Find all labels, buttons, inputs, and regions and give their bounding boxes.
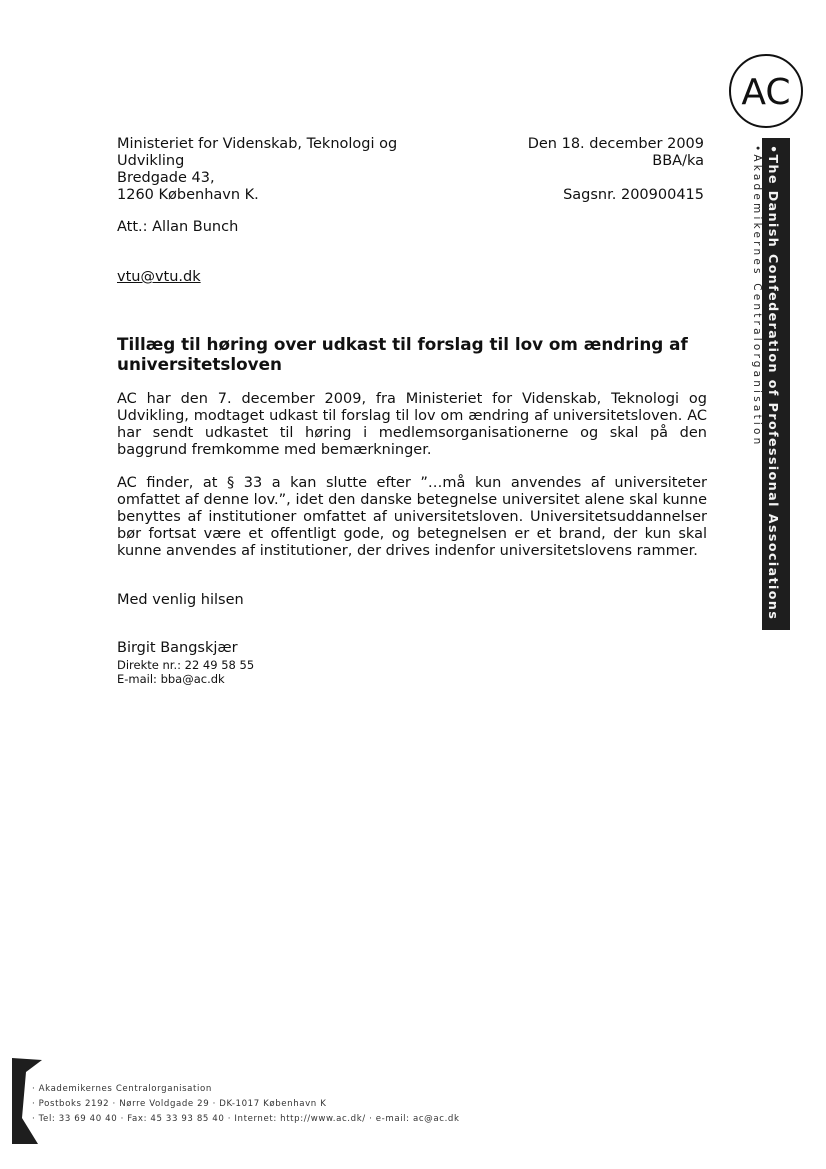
recipient-line: Ministeriet for Videnskab, Teknologi og bbox=[117, 136, 398, 152]
letter-reference: BBA/ka bbox=[652, 153, 704, 169]
footer-address: · Postboks 2192 · Nørre Voldgade 29 · DK-1017 København K bbox=[32, 1099, 327, 1109]
signature-name: Birgit Bangskjær bbox=[117, 640, 238, 656]
recipient-line: Udvikling bbox=[117, 153, 185, 169]
band-text: •The Danish Confederation of Professional Associations bbox=[766, 145, 781, 621]
logo-text: AC bbox=[741, 72, 791, 113]
body-paragraph: AC har den 7. december 2009, fra Ministeriet for Videnskab, Teknologi og Udvikling, modtaget udkast til forslag til lov om ændring af universitetsloven. AC har sendt udkastet til høring i medlemsorganisationerne og skal på den baggrund fremkomme med bemærkninger. bbox=[117, 391, 707, 458]
subject-heading: Tillæg til høring over udkast til forslag til lov om ændring af universitetsloven bbox=[117, 334, 688, 374]
letter-meta bbox=[460, 136, 704, 204]
ac-logo bbox=[727, 52, 805, 130]
closing: Med venlig hilsen bbox=[117, 592, 244, 608]
recipient-line: Bredgade 43, bbox=[117, 170, 215, 186]
footer-org: · Akademikernes Centralorganisation bbox=[32, 1084, 212, 1094]
side-org-text: •Akademikernes Centralorganisation bbox=[751, 145, 763, 448]
recipient-address bbox=[117, 136, 397, 204]
signature-phone: Direkte nr.: 22 49 58 55 bbox=[117, 658, 255, 672]
case-number: Sagsnr. 200900415 bbox=[563, 187, 704, 203]
attention-line: Att.: Allan Bunch bbox=[117, 219, 239, 235]
signature-email: E-mail: bba@ac.dk bbox=[117, 672, 225, 686]
letter-date: Den 18. december 2009 bbox=[527, 136, 704, 152]
footer-contact: · Tel: 33 69 40 40 · Fax: 45 33 93 85 40 · Internet: http://www.ac.dk/ · e-mail: ac@ac.dk bbox=[32, 1114, 460, 1124]
recipient-line: 1260 København K. bbox=[117, 187, 259, 203]
body-paragraph: AC finder, at § 33 a kan slutte efter ”…må kun anvendes af universiteter omfattet af denne lov.”, idet den danske betegnelse universitet alene skal kunne benyttes af institutioner omfattet af universitetsloven. Universitetsuddannelser bør fortsat være et offentligt gode, og betegnelsen er et brand, der kun skal kunne anvendes af institutioner, der drives indenfor universitetslovens rammer. bbox=[117, 475, 707, 559]
recipient-email-link[interactable]: vtu@vtu.dk bbox=[117, 269, 201, 285]
